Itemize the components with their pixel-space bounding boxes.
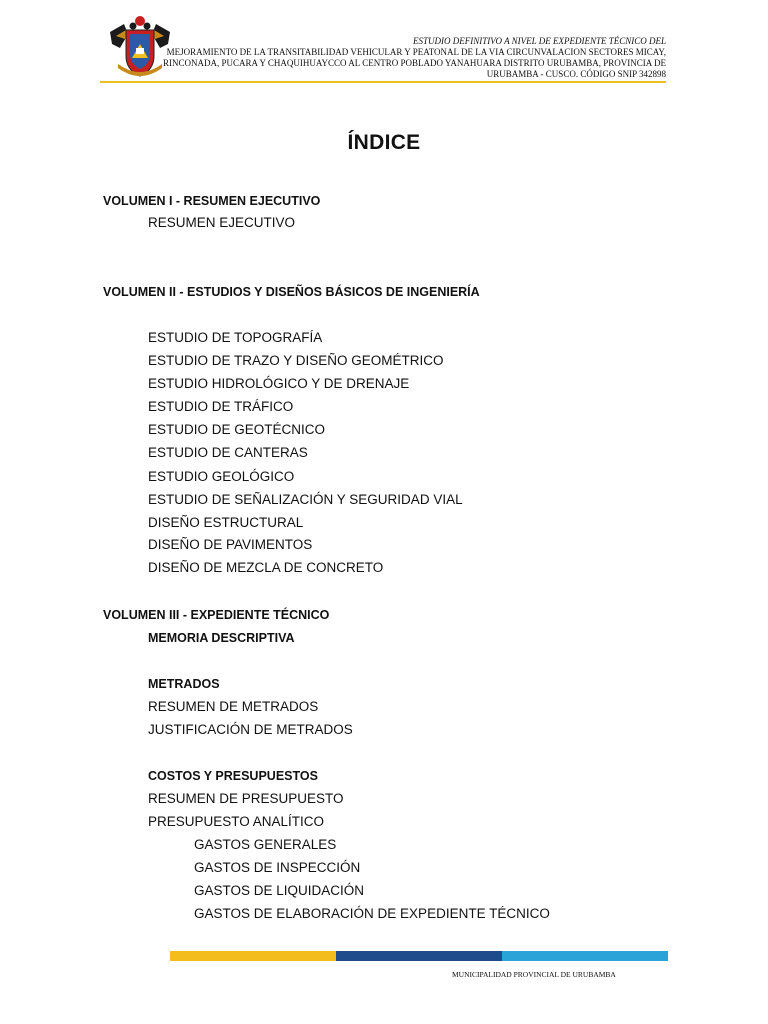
header-line-4: URUBAMBA - CUSCO. CÓDIGO SNIP 342898 [486, 69, 666, 79]
toc-item: GASTOS GENERALES [194, 837, 337, 852]
toc-item: RESUMEN DE METRADOS [148, 699, 319, 714]
toc-item: PRESUPUESTO ANALÍTICO [148, 814, 325, 829]
toc-item: ESTUDIO GEOLÓGICO [148, 469, 295, 484]
toc-item: ESTUDIO DE CANTERAS [148, 445, 308, 460]
toc-item: ESTUDIO DE SEÑALIZACIÓN Y SEGURIDAD VIAL [148, 492, 463, 507]
toc-heading: COSTOS Y PRESUPUESTOS [148, 769, 318, 783]
footer-bar-segment [336, 951, 502, 961]
toc-heading: MEMORIA DESCRIPTIVA [148, 631, 295, 645]
header-rule [100, 81, 666, 83]
toc-heading: VOLUMEN II - ESTUDIOS Y DISEÑOS BÁSICOS DE INGENIERÍA [103, 285, 480, 299]
page-title: ÍNDICE [347, 131, 421, 154]
toc-item: ESTUDIO DE TRÁFICO [148, 399, 294, 414]
toc-heading: VOLUMEN I - RESUMEN EJECUTIVO [103, 194, 321, 208]
toc-item: RESUMEN EJECUTIVO [148, 215, 296, 230]
toc-heading: METRADOS [148, 677, 220, 691]
toc-item: GASTOS DE LIQUIDACIÓN [194, 883, 365, 898]
toc-item: JUSTIFICACIÓN DE METRADOS [148, 722, 353, 737]
toc-item: DISEÑO DE PAVIMENTOS [148, 537, 313, 552]
footer-text: MUNICIPALIDAD PROVINCIAL DE URUBAMBA [452, 970, 616, 979]
header-line-1: ESTUDIO DEFINITIVO A NIVEL DE EXPEDIENTE TÉCNICO DEL [413, 36, 666, 46]
header-text [146, 36, 666, 80]
footer-color-bar [170, 951, 668, 961]
toc-item: GASTOS DE INSPECCIÓN [194, 860, 361, 875]
header-line-3: RINCONADA, PUCARA Y CHAQUIHUAYCCO AL CENTRO POBLADO YANAHUARA DISTRITO URUBAMBA, PROVINCIA DE [163, 58, 666, 68]
toc-item: ESTUDIO HIDROLÓGICO Y DE DRENAJE [148, 376, 410, 391]
footer-bar-segment [170, 951, 336, 961]
toc-item: RESUMEN DE PRESUPUESTO [148, 791, 344, 806]
toc-item: ESTUDIO DE GEOTÉCNICO [148, 422, 326, 437]
footer-bar-segment [502, 951, 668, 961]
document-header [100, 14, 666, 84]
header-line-2: MEJORAMIENTO DE LA TRANSITABILIDAD VEHICULAR Y PEATONAL DE LA VIA CIRCUNVALACION SECTORES MICAY, [166, 47, 666, 57]
toc-heading: VOLUMEN III - EXPEDIENTE TÉCNICO [103, 608, 330, 622]
toc-item: ESTUDIO DE TOPOGRAFÍA [148, 330, 323, 345]
toc-item: GASTOS DE ELABORACIÓN DE EXPEDIENTE TÉCNICO [194, 906, 550, 921]
toc-item: DISEÑO ESTRUCTURAL [148, 515, 304, 530]
toc-item: ESTUDIO DE TRAZO Y DISEÑO GEOMÉTRICO [148, 353, 444, 368]
toc-item: DISEÑO DE MEZCLA DE CONCRETO [148, 560, 384, 575]
